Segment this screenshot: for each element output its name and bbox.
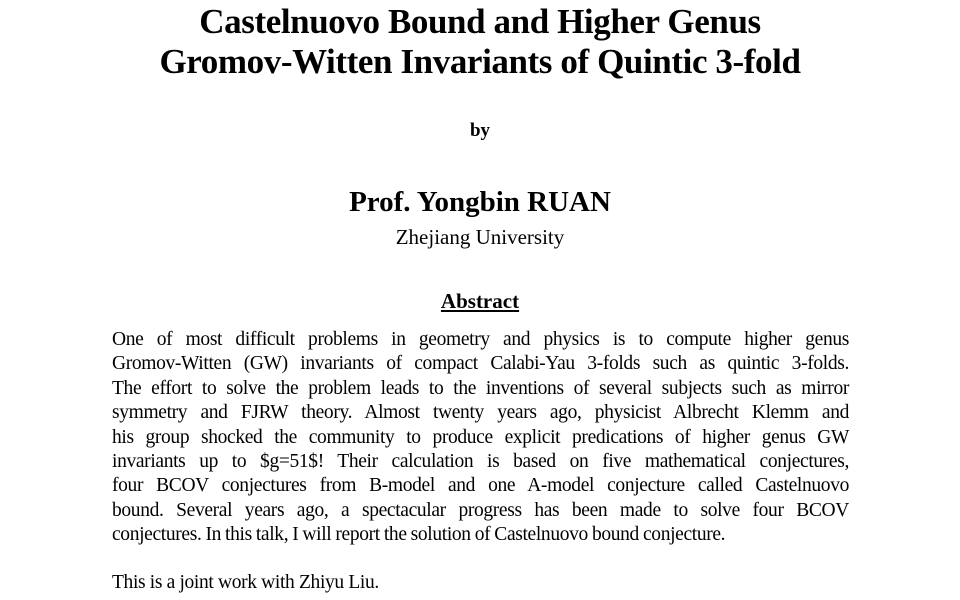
- abstract-heading: [0, 289, 960, 314]
- abstract-line: The effort to solve the problem leads to the inventions of several subjects such as mirror: [112, 377, 849, 399]
- speaker-name: Prof. Yongbin RUAN: [349, 186, 611, 218]
- by-label: by: [469, 120, 491, 141]
- abstract-line: Gromov-Witten (GW) invariants of compact Calabi-Yau 3-folds such as quintic 3-folds.: [112, 353, 849, 375]
- abstract-heading-text: Abstract: [440, 289, 520, 313]
- abstract-line: four BCOV conjectures from B-model and one A-model conjecture called Castelnuovo: [112, 475, 849, 497]
- abstract-line: symmetry and FJRW theory. Almost twenty years ago, physicist Albrecht Klemm and: [112, 402, 849, 424]
- speaker-affiliation: Zhejiang University: [395, 225, 565, 249]
- abstract-line: bound. Several years ago, a spectacular progress has been made to solve four BCOV: [112, 499, 849, 521]
- abstract-line: his group shocked the community to produce explicit predications of higher genus GW: [112, 426, 849, 448]
- title-line-2: Gromov-Witten Invariants of Quintic 3-fold: [159, 42, 801, 81]
- abstract-paragraph: [112, 328, 849, 548]
- abstract-line: conjectures. In this talk, I will report the solution of Castelnuovo bound conjecture.: [112, 524, 726, 546]
- title-line-1: Castelnuovo Bound and Higher Genus: [199, 2, 761, 41]
- joint-work-note: This is a joint work with Zhiyu Liu.: [112, 572, 379, 593]
- abstract-line: One of most difficult problems in geometry and physics is to compute higher genus: [112, 329, 849, 350]
- abstract-line: invariants up to $g=51$! Their calculation is based on five mathematical conjectures,: [112, 451, 849, 473]
